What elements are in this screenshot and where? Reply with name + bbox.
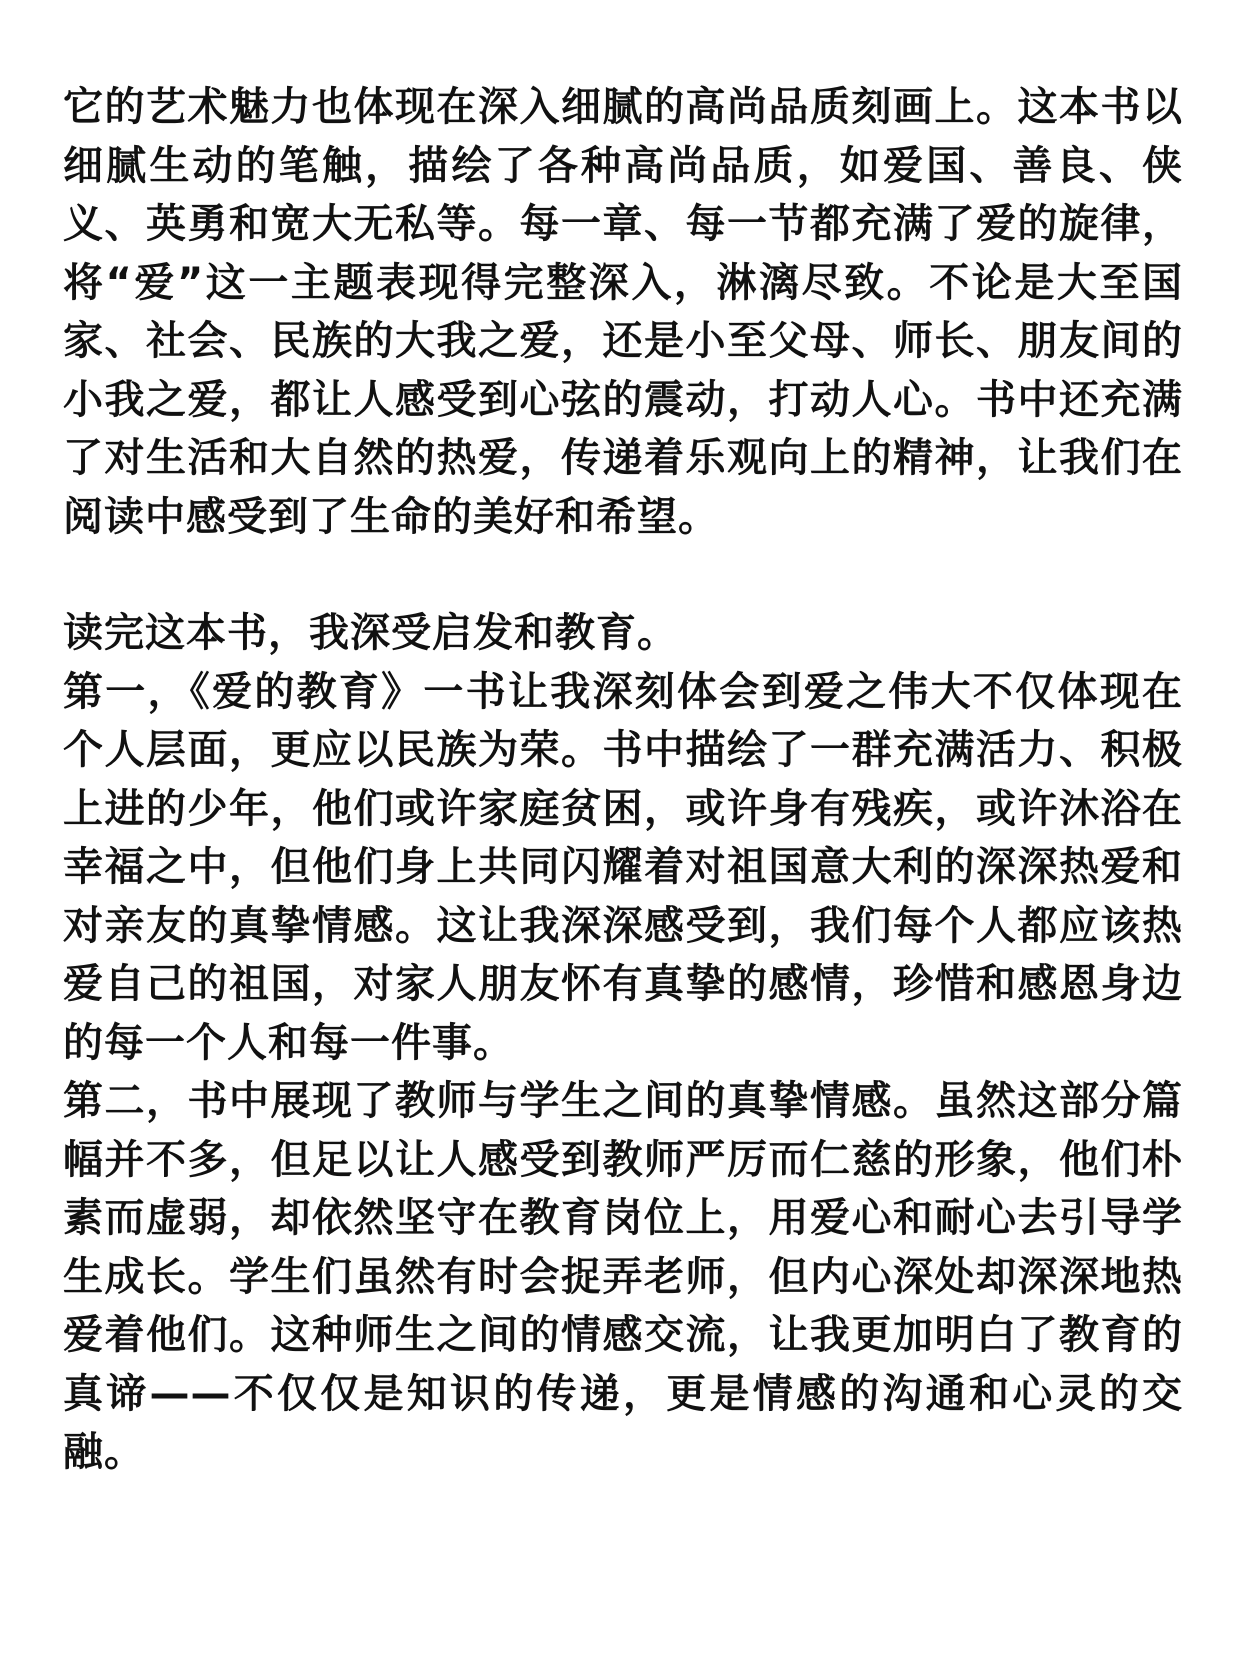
document-body xyxy=(63,78,1183,1482)
paragraph-point-two: 第二，书中展现了教师与学生之间的真挚情感。虽然这部分篇幅并不多，但足以让人感受到教师严厉而仁慈的形象，他们朴素而虚弱，却依然坚守在教育岗位上，用爱心和耐心去引导学生成长。学生们虽然有时会捉弄老师，但内心深处却深深地热爱着他们。这种师生之间的情感交流，让我更加明白了教育的真谛——不仅仅是知识的传递，更是情感的沟通和心灵的交融。 xyxy=(63,1078,1183,1475)
paragraph-reflection-intro: 读完这本书，我深受启发和教育。 xyxy=(63,610,678,656)
paragraph-art-charm: 它的艺术魅力也体现在深入细腻的高尚品质刻画上。这本书以细腻生动的笔触，描绘了各种高尚品质，如爱国、善良、侠义、英勇和宽大无私等。每一章、每一节都充满了爱的旋律，将“爱”这一主题表现得完整深入，淋漓尽致。不论是大至国家、社会、民族的大我之爱，还是小至父母、师长、朋友间的小我之爱，都让人感受到心弦的震动，打动人心。书中还充满了对生活和大自然的热爱，传递着乐观向上的精神，让我们在阅读中感受到了生命的美好和希望。 xyxy=(63,84,1183,540)
paragraph-point-one: 第一，《爱的教育》一书让我深刻体会到爱之伟大不仅体现在个人层面，更应以民族为荣。书中描绘了一群充满活力、积极上进的少年，他们或许家庭贫困，或许身有残疾，或许沐浴在幸福之中，但他们身上共同闪耀着对祖国意大利的深深热爱和对亲友的真挚情感。这让我深深感受到，我们每个人都应该热爱自己的祖国，对家人朋友怀有真挚的感情，珍惜和感恩身边的每一个人和每一件事。 xyxy=(63,668,1183,1066)
paragraph-spacer xyxy=(63,546,1183,604)
